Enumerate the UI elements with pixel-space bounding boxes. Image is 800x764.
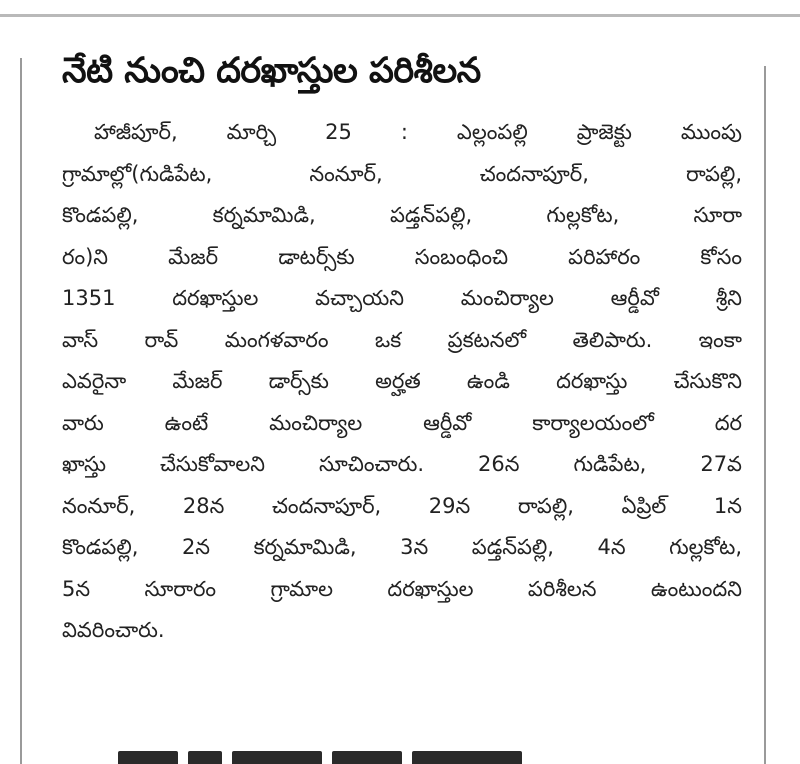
body-line: వాస్ రావ్ మంగళవారం ఒక ప్రకటనలో తెలిపారు. ఇంకా bbox=[62, 327, 742, 352]
body-line: గ్రామాల్లో(గుడిపేట, నంనూర్, చందనాపూర్, రాపల్లి, bbox=[62, 161, 742, 186]
body-line: వివరించారు. bbox=[62, 618, 165, 642]
cropped-next-headline bbox=[118, 750, 638, 764]
article-headline: నేటి నుంచి దరఖాస్తుల పరిశీలన bbox=[62, 51, 481, 91]
article-body bbox=[62, 112, 742, 652]
body-line: 1351 దరఖాస్తుల వచ్చాయని మంచిర్యాల ఆర్డీవో శ్రీని bbox=[62, 286, 742, 310]
body-line: 5న సూరారం గ్రామాల దరఖాస్తుల పరిశీలన ఉంటుందని bbox=[62, 576, 742, 601]
body-line: వారు ఉంటే మంచిర్యాల ఆర్డీవో కార్యాలయంలో దర bbox=[62, 410, 742, 435]
news-article bbox=[62, 40, 742, 652]
body-line: నంనూర్, 28న చందనాపూర్, 29న రాపల్లి, ఏప్రిల్ 1న bbox=[62, 493, 742, 518]
body-line: కొండపల్లి, 2న కర్నమామిడి, 3న పడ్తన్‌పల్లి, 4న గుల్లకోట, bbox=[62, 535, 742, 559]
body-line: కొండపల్లి, కర్నమామిడి, పడ్తన్‌పల్లి, గుల్లకోట, సూరా bbox=[62, 203, 742, 227]
body-line: హాజీపూర్, మార్చి 25 : ఎల్లంపల్లి ప్రాజెక్టు ముంపు bbox=[94, 120, 742, 144]
right-column-rule bbox=[764, 66, 766, 764]
body-line: ఎవరైనా మేజర్ డార్స్‌కు అర్హత ఉండి దరఖాస్తు చేసుకొని bbox=[62, 369, 742, 393]
body-line: రం)ని మేజర్ డాటర్స్‌కు సంబంధించి పరిహారం కోసం bbox=[62, 244, 742, 269]
body-line: ఖాస్తు చేసుకోవాలని సూచించారు. 26న గుడిపేట, 27వ bbox=[62, 452, 742, 476]
top-divider bbox=[0, 14, 800, 17]
left-column-rule bbox=[20, 58, 22, 764]
